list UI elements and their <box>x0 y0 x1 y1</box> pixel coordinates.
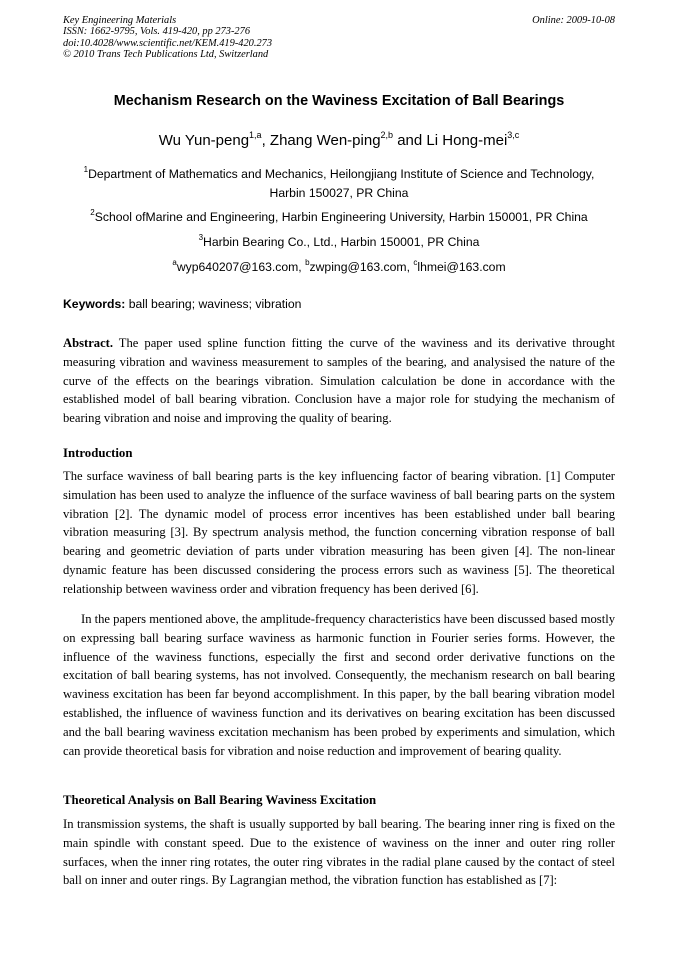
email-mark: c <box>413 258 418 267</box>
keywords-text: ball bearing; waviness; vibration <box>125 297 302 311</box>
running-header <box>63 15 615 60</box>
author-separator: and <box>393 132 427 149</box>
paper-title: Mechanism Research on the Waviness Excitation of Ball Bearings <box>113 93 565 109</box>
affiliation-1 <box>60 165 618 203</box>
author-affiliation-mark: 2,b <box>380 130 394 140</box>
author-name: Wu Yun-peng <box>158 132 250 149</box>
email-address: wyp640207@163.com, <box>176 260 306 274</box>
affiliation-3 <box>60 233 618 252</box>
abstract-label: Abstract. <box>63 336 114 350</box>
paragraph: In transmission systems, the shaft is usually supported by ball bearing. The bearing inner ring is fixed on the main spindle with constant speed. Due to the existence of waviness on the inner and outer ring roller surfaces, when the inner ring rotates, the outer ring vibrates in the radial plane caused by the contact of steel ball on inner and outer rings. By Lagrangian method, the vibration function has established as [7]: <box>63 817 615 888</box>
affiliation-text: Harbin Bearing Co., Ltd., Harbin 150001, PR China <box>203 235 480 249</box>
affiliation-text: School ofMarine and Engineering, Harbin Engineering University, Harbin 150001, PR China <box>94 210 588 224</box>
online-date: Online: 2009-10-08 <box>532 15 615 26</box>
abstract-text: The paper used spline function fitting the curve of the waviness and its derivative throught measuring vibration and waviness measurement to samples of the bearing, and analysised the nature of the curve of the effects on the bearings vibration. Simulation calculation be done in accordance with the established model of ball bearing vibration. Conclusion have a major role for studying the mechanism of bearing vibration and noise and improving the quality of bearing. <box>63 336 615 426</box>
paragraph: In the papers mentioned above, the amplitude-frequency characteristics have been discussed based mostly on expressing ball bearing surface waviness as harmonic function in Fourier series forms. However, the influence of the waviness functions, especially the first and second order derivative functions on the excitation of ball bearing systems, has not involved. Consequently, the mechanism research on ball bearing waviness excitation has been far beyond accomplishment. In this paper, by the ball bearing vibration model established, the influence of waviness function and its derivatives on bearing excitation has been discussed and the ball bearing waviness excitation mechanism has been probed by experiments and simulation, which can provide theoretical basis for vibration and noise reduction and improvement of bearing quality. <box>63 612 615 758</box>
affiliation-text: Harbin 150027, PR China <box>269 186 409 200</box>
author-affiliation-mark: 1,a <box>249 130 262 140</box>
affiliation-mark: 3 <box>198 233 204 242</box>
affiliation-2 <box>60 208 618 227</box>
email-mark: a <box>172 258 177 267</box>
issn-line: ISSN: 1662-9795, Vols. 419-420, pp 273-276 <box>63 26 251 38</box>
journal-name: Key Engineering Materials <box>63 15 177 26</box>
affiliation-mark: 2 <box>90 208 95 217</box>
email-address: zwping@163.com, <box>309 260 414 274</box>
author-emails <box>60 258 618 277</box>
section-heading-theory: Theoretical Analysis on Ball Bearing Waviness Excitation <box>63 793 377 807</box>
author-separator: , <box>261 132 270 149</box>
email-mark: b <box>305 258 310 267</box>
keywords <box>63 296 615 313</box>
affiliation-text: Department of Mathematics and Mechanics, Heilongjiang Institute of Science and Technology, <box>88 167 595 181</box>
section-heading-introduction: Introduction <box>63 446 133 460</box>
doi-line: doi:10.4028/www.scientific.net/KEM.419-420.273 <box>63 37 273 49</box>
paragraph: The surface waviness of ball bearing parts is the key influencing factor of bearing vibration. [1] Computer simulation has been used to analyze the influence of the surface waviness of ball bearing parts on the system vibration [2]. The dynamic model of process error incentives has been established under ball bearing vibration measuring [3]. By spectrum analysis method, the function concerning vibration response of ball bearing and geometric deviation of parts under vibration measuring has been given [4]. The non-linear dynamic feature has been discussed considering the process errors such as waviness [5]. The theoretical relationship between waviness order and vibration frequency has been derived [6]. <box>63 469 615 596</box>
abstract <box>63 334 615 428</box>
author-list <box>40 131 638 151</box>
email-address: lhmei@163.com <box>417 260 506 274</box>
copyright-line: © 2010 Trans Tech Publications Ltd, Switzerland <box>63 48 269 60</box>
author-name: Zhang Wen-ping <box>269 132 381 149</box>
author-affiliation-mark: 3,c <box>507 130 520 140</box>
author-name: Li Hong-mei <box>426 132 508 149</box>
keywords-label: Keywords: <box>63 297 126 311</box>
affiliation-mark: 1 <box>83 165 89 174</box>
